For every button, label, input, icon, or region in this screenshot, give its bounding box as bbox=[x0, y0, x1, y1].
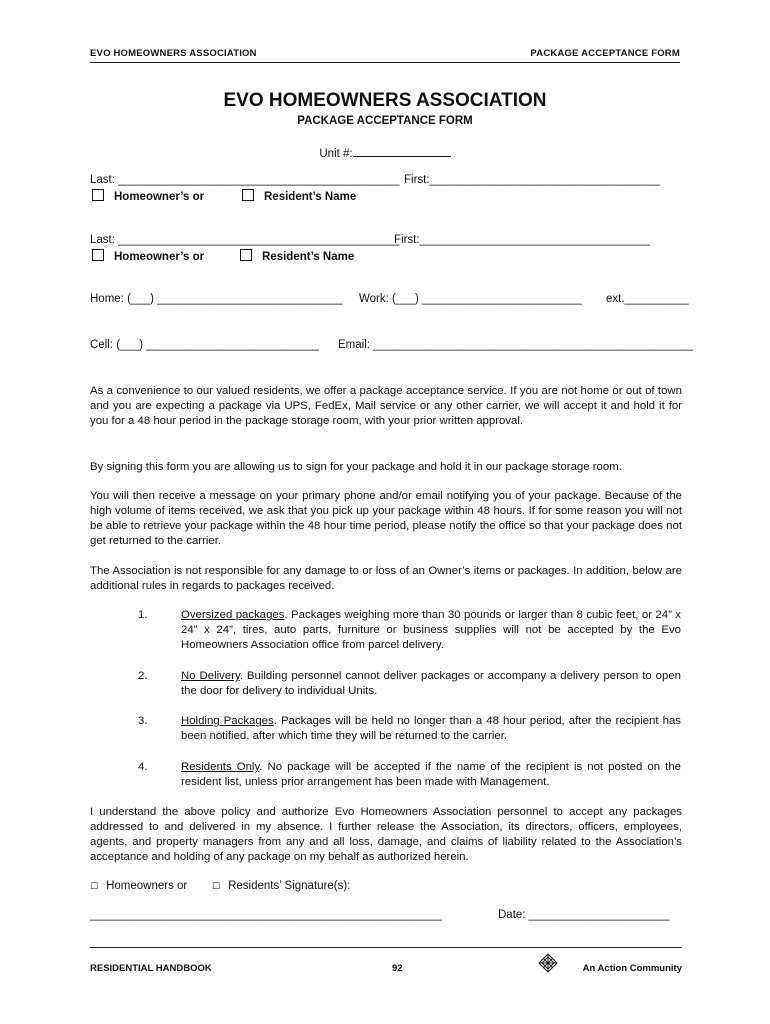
rule-body bbox=[181, 608, 681, 653]
email-field[interactable]: Email: __________________________________________________ bbox=[338, 339, 693, 351]
first-name-field-2[interactable]: First:____________________________________ bbox=[394, 234, 650, 246]
rule-label: No Delivery bbox=[181, 670, 240, 682]
resident-option-1[interactable] bbox=[242, 189, 356, 203]
rule-text: . Building personnel cannot deliver packages or accompany a delivery person to open the door for delivery to individual Units. bbox=[181, 670, 682, 697]
residents-label: Residents’ Signature(s): bbox=[228, 880, 351, 892]
rule-number: 4. bbox=[138, 761, 148, 773]
rule-number: 1. bbox=[138, 609, 148, 621]
residents-option[interactable] bbox=[212, 880, 350, 892]
footer-divider bbox=[90, 947, 682, 948]
checkbox-icon[interactable] bbox=[92, 249, 104, 261]
checkbox-icon[interactable]: ☐ bbox=[90, 882, 99, 892]
homeowner-option-1[interactable] bbox=[92, 189, 204, 203]
checkbox-icon[interactable] bbox=[242, 189, 254, 201]
unit-row bbox=[0, 145, 770, 160]
action-community-logo-icon bbox=[538, 953, 558, 973]
running-header bbox=[90, 48, 680, 63]
rule-number: 3. bbox=[138, 715, 148, 727]
rule-text: . No package will be accepted if the name of the recipient is not posted on the resident list, unless prior arrangement has been made with Management. bbox=[181, 761, 681, 788]
date-field[interactable]: Date: ______________________ bbox=[498, 909, 670, 921]
signature-field[interactable]: _______________________________________________________ bbox=[90, 909, 442, 921]
last-name-field-1[interactable]: Last: ____________________________________________ bbox=[90, 174, 400, 186]
resident-label-1: Resident’s Name bbox=[264, 191, 357, 203]
unit-number-field[interactable] bbox=[353, 145, 451, 157]
page-number: 92 bbox=[392, 963, 403, 974]
checkbox-icon[interactable] bbox=[240, 249, 252, 261]
homeowner-label-1: Homeowner’s or bbox=[114, 191, 205, 203]
rule-text: . Packages will be held no longer than a 48 hour period, after the recipient has been notified, after which time they will be returned to the carrier. bbox=[181, 715, 681, 742]
work-phone-field[interactable]: Work: (___) _________________________ bbox=[359, 293, 582, 305]
homeowner-option-2[interactable] bbox=[92, 249, 204, 263]
paragraph-service: As a convenience to our valued residents, we offer a package acceptance service. If you are not home or out of town and you are expecting a package via UPS, FedEx, Mail service or any other carrier, we will accept it and hold it for you for a 48 hour period in the package storage room, with your prior written approval. bbox=[90, 385, 682, 427]
resident-label-2: Resident’s Name bbox=[262, 251, 355, 263]
homeowners-option[interactable] bbox=[90, 880, 187, 892]
footer-left: RESIDENTIAL HANDBOOK bbox=[90, 963, 212, 974]
rule-body bbox=[181, 714, 681, 744]
rule-body bbox=[181, 669, 681, 699]
paragraph-release: I understand the above policy and authorize Evo Homeowners Association personnel to accept any packages addressed to and delivered in my absence. I further release the Association, its directors, officers, employees, agents, and property managers from any and all loss, damage, and claims of liability related to the Association’s acceptance and holding of any package on my behalf as authorized herein. bbox=[90, 806, 682, 863]
resident-option-2[interactable] bbox=[240, 249, 354, 263]
homeowners-label: Homeowners or bbox=[106, 880, 188, 892]
paragraph-liability: The Association is not responsible for any damage to or loss of an Owner’s items or packages. In addition, below are additional rules in regards to packages received. bbox=[90, 565, 682, 592]
home-phone-field[interactable]: Home: (___) _____________________________ bbox=[90, 293, 343, 305]
rule-label: Holding Packages bbox=[181, 715, 274, 727]
document-title: EVO HOMEOWNERS ASSOCIATION bbox=[223, 90, 547, 111]
rule-label: Oversized packages bbox=[181, 609, 285, 621]
rule-number: 2. bbox=[138, 670, 148, 682]
rule-text: . Packages weighing more than 30 pounds or larger than 8 cubic feet, or 24” x 24” x 24”, tires, auto parts, furniture or business supplies will not be accepted by the Evo Homeowners Association office from parcel delivery. bbox=[181, 609, 682, 651]
document-subtitle: PACKAGE ACCEPTANCE FORM bbox=[297, 115, 473, 127]
rule-body bbox=[181, 760, 681, 790]
checkbox-icon[interactable] bbox=[92, 189, 104, 201]
paragraph-notification: You will then receive a message on your primary phone and/or email notifying you of your package. Because of the high volume of items received, we ask that you pick up your package within 48 hours. If for some reason you will not be able to retrieve your package within the 48 hour time period, please notify the office so that your package does not get returned to the carrier. bbox=[90, 490, 682, 547]
rule-label: Residents Only bbox=[181, 761, 260, 773]
header-left: EVO HOMEOWNERS ASSOCIATION bbox=[90, 48, 257, 59]
header-right: PACKAGE ACCEPTANCE FORM bbox=[530, 48, 680, 59]
checkbox-icon[interactable]: ☐ bbox=[212, 882, 221, 892]
footer-right: An Action Community bbox=[582, 963, 682, 974]
first-name-field-1[interactable]: First:____________________________________ bbox=[404, 174, 660, 186]
cell-phone-field[interactable]: Cell: (___) ___________________________ bbox=[90, 339, 319, 351]
last-name-field-2[interactable]: Last: ____________________________________________ bbox=[90, 234, 400, 246]
extension-field[interactable]: ext.__________ bbox=[606, 293, 689, 305]
homeowner-label-2: Homeowner’s or bbox=[114, 251, 205, 263]
unit-label: Unit #: bbox=[319, 148, 353, 160]
paragraph-consent: By signing this form you are allowing us to sign for your package and hold it in our package storage room. bbox=[90, 461, 622, 473]
